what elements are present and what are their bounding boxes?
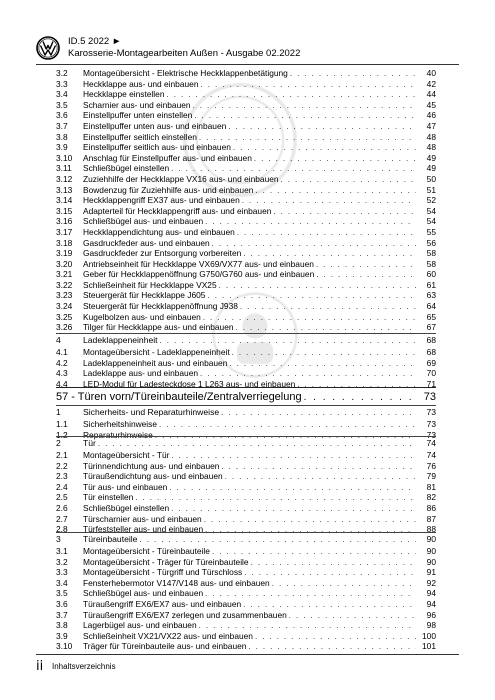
entry-title: Schließeinheit VX21/VX22 aus- und einbauen	[83, 630, 253, 641]
entry-number: 1	[56, 407, 61, 417]
entry-number: 3.6	[56, 110, 68, 121]
entry-number: 3.6	[56, 598, 68, 609]
entry-title: Fensterhebermotor V147/V148 aus- und einbauen	[83, 577, 270, 588]
toc-entry[interactable]	[56, 546, 436, 557]
toc-entry[interactable]	[56, 557, 436, 568]
entry-number: 2.8	[56, 524, 68, 535]
entry-page: 40	[426, 68, 436, 78]
entry-number: 2.4	[56, 481, 68, 492]
entry-title: Montageübersicht - Träger für Türeinbauteile	[83, 556, 249, 567]
entry-number: 3.12	[56, 173, 73, 184]
entry-title: Montageübersicht - Türeinbauteile	[83, 546, 210, 556]
entry-page: 50	[426, 173, 436, 184]
toc-section-tuereinbauteile	[56, 531, 436, 652]
vw-logo-icon	[36, 36, 60, 60]
chapter-title: 57 - Türen vorn/Türeinbauteile/Zentralverriegelung	[56, 391, 302, 403]
entry-number: 3.18	[56, 237, 73, 248]
entry-page: 69	[426, 357, 436, 368]
entry-number: 3.11	[56, 163, 72, 174]
toc-entry[interactable]	[56, 599, 436, 610]
entry-number: 3.3	[56, 78, 68, 89]
entry-number: 3.22	[56, 279, 73, 290]
entry-number: 3.26	[56, 322, 73, 333]
entry-page: 63	[426, 290, 436, 301]
header-subtitle: Karosserie-Montagearbeiten Außen - Ausgabe 02.2022	[68, 48, 301, 59]
footer-rule	[36, 654, 459, 655]
entry-number: 4.2	[56, 357, 68, 368]
entry-number: 3.25	[56, 311, 73, 322]
entry-number: 3.2	[56, 68, 68, 78]
entry-number: 2.2	[56, 460, 68, 471]
leader-dots	[98, 437, 416, 450]
entry-page: 64	[426, 301, 436, 312]
leader-dots	[304, 391, 416, 405]
entry-page: 73	[426, 429, 436, 440]
toc-entry[interactable]	[56, 368, 436, 379]
entry-title: Gasdruckfeder zur Entsorgung vorbereiten	[83, 248, 242, 259]
toc-entry[interactable]	[56, 227, 436, 238]
entry-title: Reparaturhinweise	[83, 429, 153, 440]
entry-title: Kugelbolzen aus- und einbauen	[83, 311, 201, 322]
toc-section-heading[interactable]	[56, 406, 436, 419]
toc-section-heckklappe	[56, 68, 436, 333]
toc-entry[interactable]	[56, 132, 436, 143]
toc-section-heading[interactable]	[56, 533, 436, 546]
entry-page: 56	[426, 237, 436, 248]
entry-number: 1.1	[56, 419, 68, 429]
entry-number: 3.7	[56, 609, 68, 620]
entry-page: 54	[426, 205, 436, 216]
toc-entry[interactable]	[56, 450, 436, 461]
toc-entry[interactable]	[56, 248, 436, 259]
entry-title: Türaußengriff EX6/EX7 aus- und einbauen	[83, 598, 242, 609]
footer-label: Inhaltsverzeichnis	[52, 662, 116, 671]
toc-entry[interactable]	[56, 79, 436, 90]
entry-page: 47	[426, 120, 436, 131]
header-model: ID.5 2022 ►	[68, 36, 122, 47]
entry-page: 88	[426, 524, 436, 535]
entry-number: 3.19	[56, 248, 73, 259]
entry-title: Steuergerät für Heckklappenöffnung J938	[83, 301, 238, 312]
entry-number: 3.4	[56, 89, 68, 100]
entry-page: 49	[426, 163, 436, 174]
toc-entry[interactable]	[56, 280, 436, 291]
chapter-rule	[56, 387, 436, 388]
toc-entry[interactable]	[56, 163, 436, 174]
toc-entry[interactable]	[56, 100, 436, 111]
entry-title: LED-Modul für Ladesteckdose 1 L263 aus- und einbauen	[83, 378, 296, 389]
entry-page: 45	[426, 99, 436, 110]
entry-title: Türeinbauteile	[83, 534, 138, 544]
entry-number: 3.9	[56, 142, 68, 153]
entry-page: 44	[426, 89, 436, 100]
entry-page: 90	[426, 546, 436, 556]
entry-page: 76	[426, 460, 436, 471]
entry-title: Montageübersicht - Türgriff und Türschloss	[83, 567, 243, 578]
entry-page: 67	[426, 322, 436, 333]
toc-entry[interactable]	[56, 290, 436, 301]
entry-page: 98	[426, 620, 436, 631]
entry-title: Montageübersicht - Ladeklappeneinheit	[83, 347, 230, 357]
entry-title: Tür aus- und einbauen	[83, 481, 168, 492]
entry-page: 58	[426, 248, 436, 259]
entry-title: Adapterteil für Heckklappengriff aus- und einbauen	[83, 205, 272, 216]
entry-page: 74	[426, 438, 436, 448]
entry-title: Tür	[83, 438, 96, 448]
entry-page: 60	[426, 269, 436, 280]
entry-title: Montageübersicht - Elektrische Heckklappenbetätigung	[83, 68, 288, 78]
toc-section-heading[interactable]	[56, 437, 436, 450]
leader-dots	[297, 380, 416, 391]
toc-entry[interactable]	[56, 578, 436, 589]
entry-page: 48	[426, 131, 436, 142]
leader-dots	[139, 533, 416, 546]
toc-entry[interactable]	[56, 259, 436, 270]
entry-page: 68	[426, 347, 436, 357]
toc-section-ladeklappe	[56, 332, 436, 389]
toc-entry[interactable]	[56, 620, 436, 631]
entry-page: 68	[426, 335, 436, 345]
entry-number: 1.2	[56, 429, 68, 440]
entry-title: Heckklappengriff EX37 aus- und einbauen	[83, 195, 240, 206]
toc-chapter-57[interactable]	[56, 390, 436, 404]
toc-entry[interactable]	[56, 492, 436, 503]
entry-title: Tür einstellen	[83, 492, 134, 503]
entry-page: 81	[426, 481, 436, 492]
entry-number: 3.20	[56, 258, 73, 269]
entry-title: Geber für Heckklappenöffnung G750/G760 aus- und einbauen	[83, 269, 315, 280]
entry-number: 3.21	[56, 269, 73, 280]
entry-page: 87	[426, 513, 436, 524]
toc-entry[interactable]	[56, 206, 436, 217]
entry-number: 2.3	[56, 471, 68, 482]
toc-entry[interactable]	[56, 641, 436, 652]
toc-section-tuer	[56, 435, 436, 535]
entry-number: 4.1	[56, 347, 68, 357]
entry-number: 3.4	[56, 577, 68, 588]
toc-entry[interactable]	[56, 482, 436, 493]
entry-page: 55	[426, 226, 436, 237]
entry-number: 3	[56, 534, 61, 544]
entry-title: Türscharnier aus- und einbauen	[83, 513, 202, 524]
toc-entry[interactable]	[56, 471, 436, 482]
entry-title: Einstellpuffer unten aus- und einbauen	[83, 120, 227, 131]
entry-number: 3.9	[56, 630, 68, 641]
entry-page: 94	[426, 588, 436, 599]
entry-page: 91	[426, 567, 436, 578]
toc-entry[interactable]	[56, 301, 436, 312]
entry-number: 3.8	[56, 620, 68, 631]
entry-page: 46	[426, 110, 436, 121]
entry-number: 4	[56, 335, 61, 345]
entry-title: Anschlag für Einstellpuffer aus- und einbauen	[83, 152, 252, 163]
toc-entry[interactable]	[56, 185, 436, 196]
toc-entry[interactable]	[56, 567, 436, 578]
entry-title: Lagerbügel aus- und einbauen	[83, 620, 197, 631]
entry-page: 61	[426, 279, 436, 290]
entry-page: 48	[426, 142, 436, 153]
entry-title: Heckklappendichtung aus- und einbauen	[83, 226, 235, 237]
entry-page: 90	[426, 534, 436, 544]
entry-title: Einstellpuffer seitlich aus- und einbauen	[83, 142, 231, 153]
entry-title: Türaußengriff EX6/EX7 zerlegen und zusammenbauen	[83, 609, 287, 620]
entry-title: Scharnier aus- und einbauen	[83, 99, 191, 110]
entry-number: 3.13	[56, 184, 73, 195]
toc-entry[interactable]	[56, 347, 436, 358]
entry-title: Sicherheitshinweise	[83, 419, 158, 429]
entry-title: Ladeklappeneinheit	[83, 335, 158, 345]
entry-page: 65	[426, 311, 436, 322]
toc-entry[interactable]	[56, 195, 436, 206]
header-rule	[36, 64, 459, 65]
entry-page: 100	[422, 630, 436, 641]
entry-number: 3.15	[56, 205, 73, 216]
entry-title: Heckklappe aus- und einbauen	[83, 78, 199, 89]
entry-page: 49	[426, 152, 436, 163]
entry-title: Sicherheits- und Reparaturhinweise	[83, 407, 220, 417]
entry-title: Schließbügel aus- und einbauen	[83, 588, 204, 599]
entry-number: 3.5	[56, 99, 68, 110]
entry-number: 3.2	[56, 556, 68, 567]
footer-page-number: ii	[36, 659, 44, 674]
leader-dots	[160, 334, 416, 347]
entry-number: 3.7	[56, 120, 68, 131]
entry-title: Einstellpuffer unten einstellen	[83, 110, 193, 121]
toc-entry[interactable]	[56, 89, 436, 100]
entry-title: Tilger für Heckklappe aus- und einbauen	[83, 322, 234, 333]
toc-entry[interactable]	[56, 110, 436, 121]
entry-title: Antriebseinheit für Heckklappe VX69/VX77 aus- und einbauen	[83, 258, 314, 269]
entry-number: 3.17	[56, 226, 73, 237]
entry-page: 73	[426, 407, 436, 417]
entry-page: 58	[426, 258, 436, 269]
entry-number: 3.5	[56, 588, 68, 599]
leader-dots	[221, 406, 416, 419]
entry-page: 92	[426, 577, 436, 588]
entry-number: 2.7	[56, 513, 68, 524]
toc-entry[interactable]	[56, 68, 436, 79]
entry-title: Schließbügel aus- und einbauen	[83, 216, 204, 227]
entry-page: 52	[426, 195, 436, 206]
entry-page: 70	[426, 368, 436, 379]
toc-entry[interactable]	[56, 142, 436, 153]
entry-title: Schließeinheit für Heckklappe VX25	[83, 279, 217, 290]
entry-number: 3.24	[56, 301, 73, 312]
entry-page: 54	[426, 216, 436, 227]
entry-title: Schließbügel einstellen	[83, 502, 170, 513]
entry-title: Bowdenzug für Zuziehhilfe aus- und einbauen	[83, 184, 254, 195]
entry-number: 4.3	[56, 368, 68, 379]
entry-page: 94	[426, 598, 436, 609]
entry-number: 2.5	[56, 492, 68, 503]
entry-page: 74	[426, 450, 436, 460]
leader-dots	[248, 642, 416, 653]
entry-number: 4.4	[56, 378, 68, 389]
toc-entry[interactable]	[56, 610, 436, 621]
toc-entry[interactable]	[56, 153, 436, 164]
entry-title: Träger für Türeinbauteile aus- und einbauen	[83, 641, 247, 652]
entry-title: Montageübersicht - Tür	[83, 450, 170, 460]
entry-title: Türaußendichtung aus- und einbauen	[83, 471, 223, 482]
entry-page: 90	[426, 556, 436, 567]
entry-title: Ladeklappe aus- und einbauen	[83, 368, 199, 379]
entry-page: 51	[426, 184, 436, 195]
toc-entry[interactable]	[56, 503, 436, 514]
toc-entry[interactable]	[56, 174, 436, 185]
entry-number: 3.10	[56, 641, 73, 652]
entry-number: 2	[56, 438, 61, 448]
toc-entry[interactable]	[56, 419, 436, 430]
toc-entry[interactable]	[56, 461, 436, 472]
page-header	[36, 36, 456, 60]
toc-entry[interactable]	[56, 269, 436, 280]
toc-entry[interactable]	[56, 514, 436, 525]
entry-number: 3.16	[56, 216, 73, 227]
entry-number: 2.1	[56, 450, 68, 460]
entry-page: 71	[426, 378, 436, 389]
entry-title: Ladeklappeneinheit aus- und einbauen	[83, 357, 228, 368]
entry-number: 3.23	[56, 290, 73, 301]
toc-entry[interactable]	[56, 312, 436, 323]
toc-entry[interactable]	[56, 631, 436, 642]
entry-page: 73	[426, 419, 436, 429]
entry-number: 3.1	[56, 546, 68, 556]
entry-number: 3.8	[56, 131, 68, 142]
entry-title: Zuziehhilfe der Heckklappe VX16 aus- und einbauen	[83, 173, 279, 184]
entry-number: 2.6	[56, 502, 68, 513]
entry-page: 79	[426, 471, 436, 482]
entry-title: Türinnendichtung aus- und einbauen	[83, 460, 220, 471]
entry-number: 3.3	[56, 567, 68, 578]
entry-number: 3.14	[56, 195, 73, 206]
entry-title: Türfeststeller aus- und einbauen	[83, 524, 204, 535]
entry-title: Einstellpuffer seitlich einstellen	[83, 131, 197, 142]
entry-title: Gasdruckfeder aus- und einbauen	[83, 237, 210, 248]
entry-page: 86	[426, 502, 436, 513]
entry-page: 42	[426, 78, 436, 89]
entry-number: 3.10	[56, 152, 73, 163]
toc-entry[interactable]	[56, 358, 436, 369]
toc-entry[interactable]	[56, 588, 436, 599]
toc-entry[interactable]	[56, 121, 436, 132]
entry-title: Schließbügel einstellen	[83, 163, 170, 174]
entry-title: Heckklappe einstellen	[83, 89, 165, 100]
toc-entry[interactable]	[56, 216, 436, 227]
entry-title: Steuergerät für Heckklappe J605	[83, 290, 206, 301]
entry-page: 82	[426, 492, 436, 503]
toc-entry[interactable]	[56, 238, 436, 249]
entry-page: 101	[422, 641, 436, 652]
chapter-page: 73	[423, 391, 436, 403]
entry-page: 96	[426, 609, 436, 620]
toc-section-heading[interactable]	[56, 334, 436, 347]
